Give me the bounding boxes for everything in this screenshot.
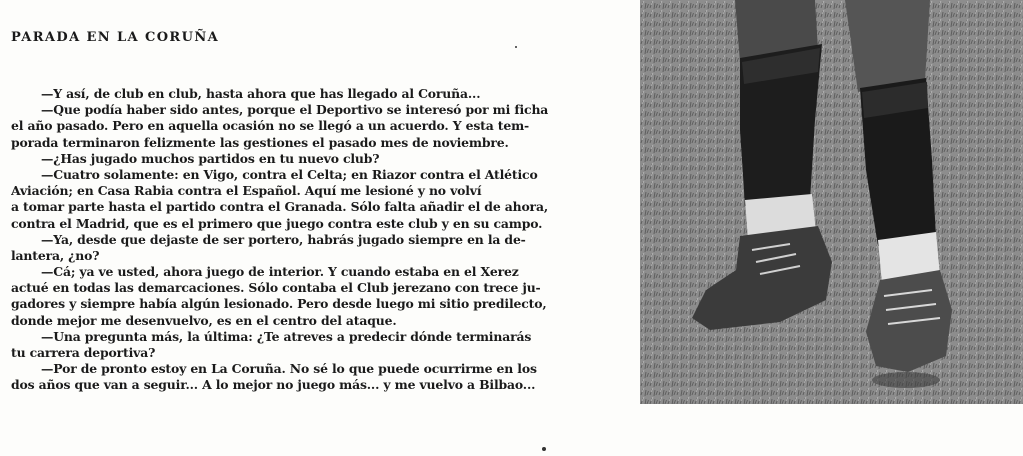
article-line: lantera, ¿no? [11,247,100,263]
article-line: —Cuatro solamente: en Vigo, contra el Celta; en Riazor contra el Atlético [41,166,538,182]
article-line: —Una pregunta más, la última: ¿Te atreves a predecir dónde terminarás [41,328,532,344]
article-line: —Ya, desde que dejaste de ser portero, habrás jugado siempre en la de- [41,231,526,247]
article-body [11,86,619,394]
article-line: Aviación; en Casa Rabia contra el Español. Aquí me lesioné y no volví [11,183,482,199]
article-line: contra el Madrid, que es el primero que juego contra este club y en su campo. [11,215,543,231]
article-line: —Y así, de club en club, hasta ahora que has llegado al Coruña... [41,86,481,101]
article-line: —Por de pronto estoy en La Coruña. No sé lo que puede ocurrirme en los [41,361,537,377]
article-line: actué en todas las demarcaciones. Sólo contaba el Club jerezano con trece ju- [11,280,541,296]
article-line: —Que podía haber sido antes, porque el Deportivo se interesó por mi ficha [41,102,549,118]
article-line: —Cá; ya ve usted, ahora juego de interior. Y cuando estaba en el Xerez [41,264,519,280]
article-line: porada terminaron felizmente las gestiones el pasado mes de noviembre. [11,134,509,150]
article-heading: PARADA EN LA CORUÑA [11,30,220,45]
article-line: tu carrera deportiva? [11,345,156,360]
player-photo [640,0,1023,404]
article-line: a tomar parte hasta el partido contra el Granada. Sólo falta añadir el de ahora, [11,199,548,215]
article-line: dos años que van a seguir... A lo mejor no juego más... y me vuelvo a Bilbao... [11,377,536,393]
article-line: —¿Has jugado muchos partidos en tu nuevo club? [41,150,380,166]
print-speck [542,447,546,451]
article-line: gadores y siempre había algún lesionado. Pero desde luego mi sitio predilecto, [11,296,547,312]
player-photo-graphic [640,0,1023,404]
article-line: el año pasado. Pero en aquella ocasión no se llegó a un acuerdo. Y esta tem- [11,118,530,134]
print-speck [515,46,517,48]
article-line: donde mejor me desenvuelvo, es en el centro del ataque. [11,312,397,328]
